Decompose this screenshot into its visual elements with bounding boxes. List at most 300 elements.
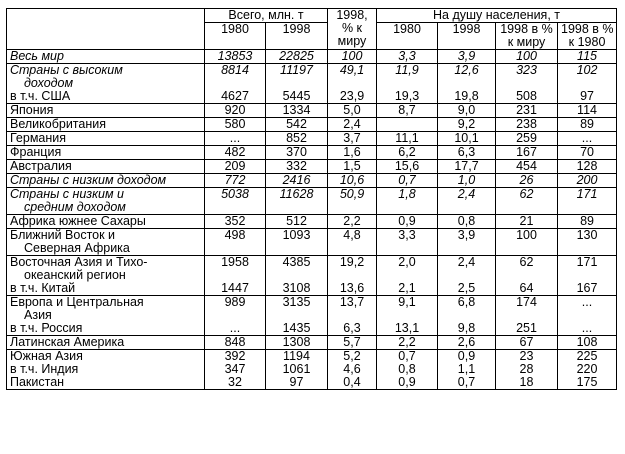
per-capita-header: На душу населения, т (377, 9, 617, 23)
region-name-line: Страны с высоким (10, 63, 123, 77)
share-1998-line: % к (341, 21, 363, 35)
value-cell (266, 229, 328, 256)
region-name-cell (7, 118, 205, 132)
region-name-cell (7, 296, 205, 336)
value-cell (438, 215, 496, 229)
value-line: 100 (516, 228, 537, 242)
value-line: 10,6 (339, 173, 365, 187)
region-name-cell (7, 50, 205, 64)
value-line: 6,8 (457, 295, 476, 309)
value-cell (496, 296, 558, 336)
value-cell (496, 229, 558, 256)
pc-world-line: к миру (507, 35, 546, 49)
value-line (380, 118, 434, 131)
value-line: 1958 (221, 255, 249, 269)
value-cell (558, 146, 617, 160)
value-line: 13,6 (339, 281, 365, 295)
value-cell (438, 350, 496, 390)
value-cell (205, 104, 266, 118)
value-cell (377, 350, 438, 390)
value-line: 97 (289, 375, 304, 389)
value-cell (438, 104, 496, 118)
value-line: 0,4 (343, 375, 361, 389)
value-cell (205, 146, 266, 160)
value-cell (496, 160, 558, 174)
value-cell (266, 118, 328, 132)
value-line: 167 (516, 145, 537, 159)
value-line: 167 (576, 281, 598, 295)
value-line: 920 (224, 103, 246, 117)
value-line: 11628 (279, 187, 314, 201)
value-line: 0,9 (398, 214, 416, 228)
value-line: 3,9 (457, 228, 476, 242)
value-line: 9,1 (398, 295, 416, 309)
value-cell (558, 118, 617, 132)
value-line: 251 (516, 321, 537, 335)
value-cell (328, 215, 377, 229)
region-name-cell (7, 64, 205, 104)
value-cell (205, 256, 266, 296)
value-line: 332 (286, 159, 307, 173)
value-cell (377, 146, 438, 160)
region-name-line: Австралия (10, 159, 72, 173)
value-cell (205, 296, 266, 336)
region-name-cell (7, 146, 205, 160)
region-name-line: Япония (10, 103, 54, 117)
value-cell (266, 64, 328, 104)
value-line (380, 201, 434, 214)
pc-1980-header: 1980 (377, 23, 438, 50)
value-line: 13,7 (339, 295, 365, 309)
corner-cell (7, 9, 205, 50)
value-line: 1334 (282, 103, 311, 117)
value-line: 8,7 (398, 103, 416, 117)
value-line: 115 (577, 49, 597, 63)
region-name-line: Великобритания (10, 117, 106, 131)
value-line: 26 (519, 173, 534, 187)
table-row (7, 50, 617, 64)
value-line: 17,7 (454, 159, 479, 173)
region-name-line: в т.ч. Россия (10, 321, 83, 335)
region-name-line: Азия (24, 308, 52, 322)
value-cell (266, 104, 328, 118)
value-line (561, 201, 613, 214)
value-line (441, 201, 492, 214)
value-line: 11,1 (395, 131, 419, 145)
pc-1980-ratio-line: к 1980 (568, 35, 606, 49)
value-line: 89 (580, 117, 594, 131)
value-cell (496, 146, 558, 160)
value-line: 259 (516, 131, 537, 145)
value-line: 2416 (282, 173, 311, 187)
value-cell (328, 50, 377, 64)
value-cell (377, 296, 438, 336)
value-cell (377, 256, 438, 296)
value-cell (438, 174, 496, 188)
value-line: 3108 (282, 281, 311, 295)
value-cell (558, 104, 617, 118)
value-cell (328, 146, 377, 160)
value-cell (377, 174, 438, 188)
value-line: 200 (576, 173, 598, 187)
data-table (6, 8, 617, 390)
value-cell (205, 64, 266, 104)
value-line: 3,3 (398, 49, 416, 63)
value-cell (205, 174, 266, 188)
value-line: 1093 (282, 228, 311, 242)
value-line: 1061 (282, 362, 311, 376)
value-line: 175 (576, 375, 598, 389)
value-line (331, 201, 373, 214)
total-1980-header: 1980 (205, 23, 266, 50)
value-line (441, 242, 492, 255)
value-cell (377, 104, 438, 118)
value-line: 171 (576, 255, 598, 269)
value-line: 97 (580, 89, 594, 103)
value-cell (558, 132, 617, 146)
value-cell (496, 215, 558, 229)
value-line: 512 (286, 214, 307, 228)
value-line (208, 201, 262, 214)
region-name-cell (7, 132, 205, 146)
value-cell (328, 132, 377, 146)
value-line: 6,3 (457, 145, 476, 159)
value-line: 542 (286, 117, 307, 131)
pc-1980-ratio-line: 1998 в % (561, 22, 614, 36)
value-line: 23,9 (339, 89, 365, 103)
value-line: 114 (577, 103, 597, 117)
region-name-cell (7, 160, 205, 174)
value-line (331, 242, 373, 255)
value-cell (438, 336, 496, 350)
value-cell (266, 146, 328, 160)
region-name-line: Северная Африка (24, 241, 130, 255)
value-line (499, 242, 554, 255)
value-line: 21 (519, 214, 534, 228)
value-line: 238 (516, 117, 537, 131)
table-row (7, 132, 617, 146)
value-cell (266, 336, 328, 350)
value-cell (438, 146, 496, 160)
value-line: 323 (516, 63, 537, 77)
share-1998-header (328, 9, 377, 50)
value-line: 5,0 (343, 103, 361, 117)
region-name-line: Латинская Америка (10, 335, 125, 349)
value-cell (438, 132, 496, 146)
value-line: 10,1 (454, 131, 479, 145)
value-line: 1,1 (457, 362, 476, 376)
value-cell (205, 350, 266, 390)
value-line: 4,8 (343, 228, 361, 242)
value-cell (496, 132, 558, 146)
value-cell (328, 229, 377, 256)
value-line: 18 (519, 375, 534, 389)
total-header: Всего, млн. т (205, 9, 328, 23)
value-cell (266, 132, 328, 146)
value-line: 4385 (282, 255, 311, 269)
value-cell (377, 118, 438, 132)
value-line: 174 (516, 295, 537, 309)
value-line: 9,0 (457, 103, 476, 117)
value-line: 2,6 (457, 335, 476, 349)
table-row (7, 215, 617, 229)
value-line: 482 (224, 145, 246, 159)
value-cell (438, 256, 496, 296)
value-line: 100 (516, 49, 537, 63)
value-line: 19,3 (394, 89, 420, 103)
value-line: 508 (516, 89, 537, 103)
value-line: 128 (576, 159, 598, 173)
table-row (7, 296, 617, 336)
value-cell (266, 215, 328, 229)
region-name-line: океанский регион (24, 268, 126, 282)
value-line: 352 (224, 214, 246, 228)
value-line: 225 (576, 349, 598, 363)
value-cell (266, 256, 328, 296)
value-line: ... (581, 131, 593, 145)
value-line: 852 (286, 131, 307, 145)
value-line: 19,2 (339, 255, 365, 269)
value-cell (438, 229, 496, 256)
value-line (269, 242, 324, 255)
region-name-line: Ближний Восток и (10, 228, 116, 242)
value-cell (558, 215, 617, 229)
share-1998-line: 1998, (336, 8, 368, 22)
value-cell (558, 174, 617, 188)
value-line: 4,6 (343, 362, 361, 376)
table-row (7, 350, 617, 390)
header-row-1 (7, 9, 617, 23)
value-line: 220 (576, 362, 598, 376)
value-line: 580 (224, 117, 246, 131)
value-line: 209 (224, 159, 246, 173)
pc-1998-header: 1998 (438, 23, 496, 50)
value-cell (496, 174, 558, 188)
value-cell (377, 132, 438, 146)
value-line: 102 (576, 63, 598, 77)
value-line: 1435 (282, 321, 311, 335)
value-line: 392 (224, 349, 246, 363)
value-line: 108 (576, 335, 598, 349)
value-line: 62 (519, 187, 534, 201)
value-cell (205, 132, 266, 146)
value-line: 50,9 (339, 187, 365, 201)
region-name-line: Германия (10, 131, 67, 145)
region-name-line: Страны с низким и (10, 187, 124, 201)
value-cell (558, 256, 617, 296)
value-cell (328, 104, 377, 118)
value-cell (205, 160, 266, 174)
value-line: 1447 (221, 281, 249, 295)
value-line: 2,0 (398, 255, 416, 269)
value-cell (558, 50, 617, 64)
value-line: 171 (576, 187, 598, 201)
region-name-cell (7, 256, 205, 296)
value-cell (496, 104, 558, 118)
table-row (7, 174, 617, 188)
table-row (7, 256, 617, 296)
region-name-line: Африка южнее Сахары (10, 214, 146, 228)
value-line: ... (229, 321, 241, 335)
region-name-line: Франция (10, 145, 62, 159)
pc-1980-ratio-header (558, 23, 617, 50)
value-cell (558, 160, 617, 174)
value-cell (496, 188, 558, 215)
value-cell (438, 50, 496, 64)
value-cell (438, 188, 496, 215)
value-line: 2,2 (398, 335, 416, 349)
value-line: 15,6 (394, 159, 420, 173)
value-cell (328, 296, 377, 336)
value-line: 11197 (280, 63, 313, 77)
value-line: 130 (576, 228, 598, 242)
region-name-cell (7, 174, 205, 188)
value-line: 0,9 (457, 349, 476, 363)
value-line: 70 (580, 145, 594, 159)
region-name-line: в т.ч. Индия (10, 362, 79, 376)
table-row (7, 188, 617, 215)
value-line: 49,1 (339, 63, 365, 77)
value-line: 11,9 (395, 63, 419, 77)
value-line: ... (581, 295, 593, 309)
value-cell (496, 350, 558, 390)
value-line: 5445 (282, 89, 311, 103)
value-cell (328, 118, 377, 132)
value-cell (438, 160, 496, 174)
value-line: 1,8 (398, 187, 416, 201)
table-row (7, 336, 617, 350)
value-cell (266, 50, 328, 64)
region-name-line: в т.ч. США (10, 89, 71, 103)
table-row (7, 64, 617, 104)
value-cell (328, 336, 377, 350)
table-row (7, 229, 617, 256)
value-line: 0,8 (398, 362, 416, 376)
value-line (269, 201, 324, 214)
value-line: 32 (228, 375, 242, 389)
value-line: ... (229, 131, 241, 145)
value-cell (328, 174, 377, 188)
value-cell (558, 188, 617, 215)
table-row (7, 160, 617, 174)
value-cell (558, 296, 617, 336)
value-line (208, 242, 262, 255)
value-cell (205, 215, 266, 229)
value-cell (377, 64, 438, 104)
value-line: 0,7 (398, 173, 416, 187)
value-cell (496, 50, 558, 64)
value-cell (266, 188, 328, 215)
region-name-line: доходом (24, 76, 74, 90)
value-line: 2,2 (343, 214, 361, 228)
value-cell (377, 229, 438, 256)
region-name-cell (7, 215, 205, 229)
region-name-line: Восточная Азия и Тихо- (10, 255, 148, 269)
value-line: 2,4 (343, 117, 361, 131)
value-cell (558, 336, 617, 350)
region-name-line: Южная Азия (10, 349, 83, 363)
value-line: 1,0 (457, 173, 476, 187)
value-cell (438, 64, 496, 104)
value-line: 3,3 (398, 228, 416, 242)
value-cell (558, 64, 617, 104)
value-line: 23 (519, 349, 534, 363)
value-line: 989 (224, 295, 246, 309)
value-line: 67 (519, 335, 534, 349)
value-line: 231 (516, 103, 537, 117)
value-line: 1308 (282, 335, 311, 349)
value-line: 2,5 (457, 281, 476, 295)
value-cell (377, 336, 438, 350)
value-line: 0,9 (398, 375, 416, 389)
region-name-cell (7, 104, 205, 118)
value-cell (328, 350, 377, 390)
value-cell (558, 350, 617, 390)
value-cell (205, 50, 266, 64)
region-name-cell (7, 229, 205, 256)
value-line: 454 (516, 159, 537, 173)
share-1998-line: миру (337, 34, 367, 48)
value-line: 9,8 (457, 321, 476, 335)
value-cell (266, 350, 328, 390)
region-name-line: Весь мир (10, 49, 64, 63)
value-line: 848 (224, 335, 246, 349)
value-line: 2,4 (457, 255, 476, 269)
region-name-line: в т.ч. Китай (10, 281, 76, 295)
value-line: 3135 (282, 295, 311, 309)
value-cell (266, 296, 328, 336)
value-line: 28 (519, 362, 534, 376)
value-line: 100 (341, 49, 363, 63)
value-line: 370 (286, 145, 307, 159)
value-line: 5,2 (343, 349, 361, 363)
value-line: 0,7 (457, 375, 476, 389)
pc-world-header (496, 23, 558, 50)
value-line: 2,1 (398, 281, 416, 295)
region-name-line: Европа и Центральная (10, 295, 144, 309)
value-line: 9,2 (457, 117, 476, 131)
value-line: 8814 (221, 63, 249, 77)
value-cell (377, 50, 438, 64)
value-cell (266, 160, 328, 174)
region-name-cell (7, 336, 205, 350)
value-cell (328, 188, 377, 215)
value-line: ... (581, 321, 593, 335)
value-line: 772 (224, 173, 246, 187)
value-line: 5038 (221, 187, 249, 201)
value-line (499, 201, 554, 214)
value-line: 3,9 (457, 49, 476, 63)
value-line: 3,7 (343, 131, 361, 145)
value-cell (266, 174, 328, 188)
value-line: 0,7 (398, 349, 416, 363)
value-line: 347 (224, 362, 246, 376)
value-line: 498 (224, 228, 246, 242)
value-cell (496, 336, 558, 350)
value-cell (496, 118, 558, 132)
value-line: 5,7 (343, 335, 361, 349)
value-line: 89 (580, 214, 594, 228)
value-cell (205, 188, 266, 215)
value-line (380, 242, 434, 255)
value-cell (438, 118, 496, 132)
value-line: 13,1 (394, 321, 420, 335)
value-line: 1194 (283, 349, 310, 363)
value-cell (377, 188, 438, 215)
value-cell (328, 256, 377, 296)
value-line: 1,5 (343, 159, 361, 173)
region-name-cell (7, 188, 205, 215)
